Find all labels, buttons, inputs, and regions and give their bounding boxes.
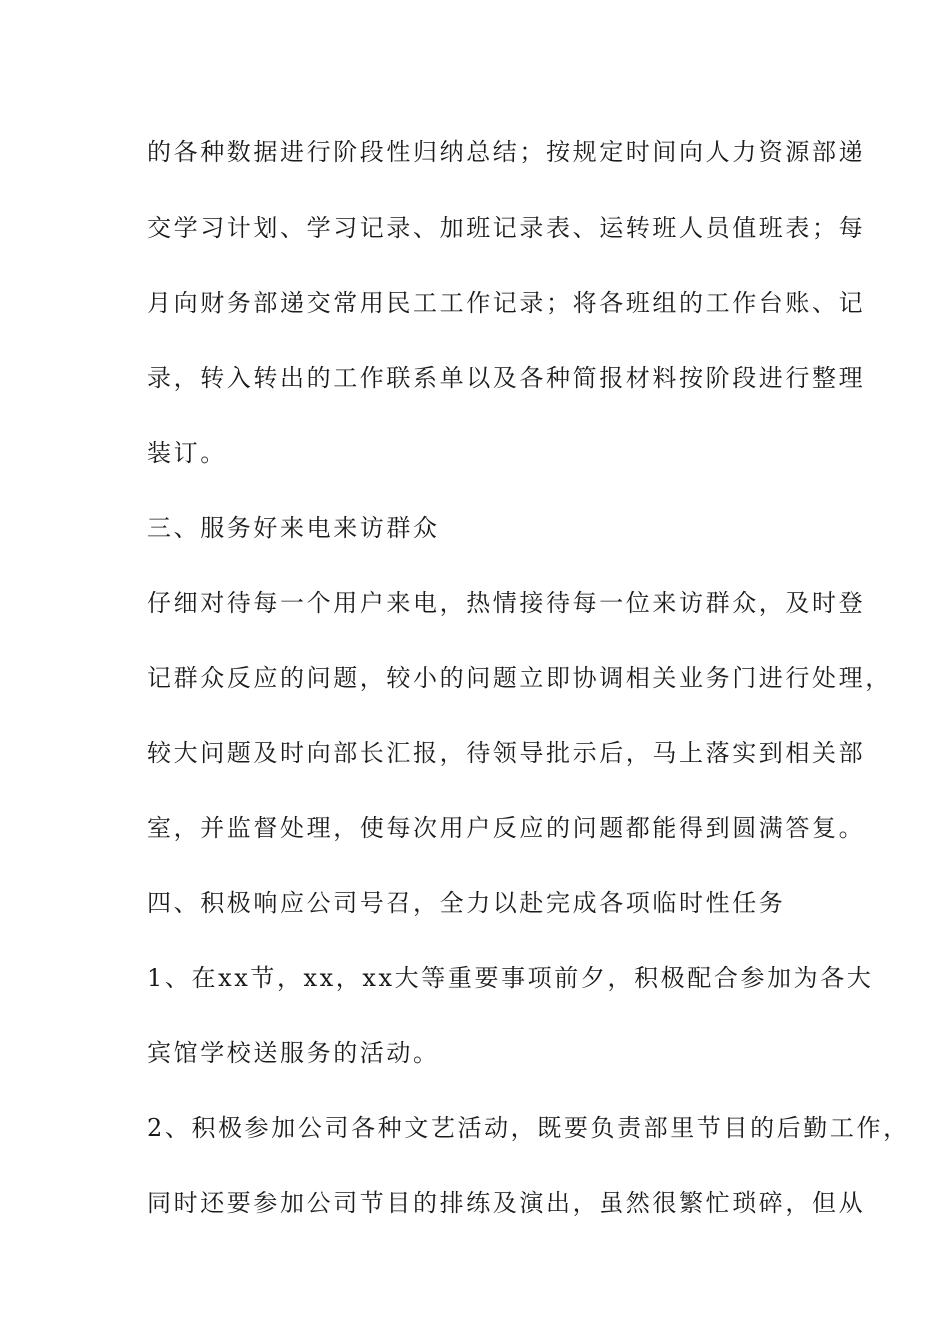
- text-line: 仔细对待每一个用户来电，热情接待每一位来访群众，及时登: [147, 589, 866, 617]
- text-line: 室，并监督处理，使每次用户反应的问题都能得到圆满答复。: [147, 814, 866, 842]
- text-line: 宾馆学校送服务的活动。: [147, 1039, 440, 1067]
- section-heading: 四、积极响应公司号召，全力以赴完成各项临时性任务: [147, 889, 786, 917]
- list-item: 1、在xx节，xx，xx大等重要事项前夕，积极配合参加为各大: [147, 964, 874, 992]
- text-line: 同时还要参加公司节目的排练及演出，虽然很繁忙琐碎，但从: [147, 1189, 866, 1217]
- text-line: 装订。: [147, 439, 227, 467]
- list-item: 2、积极参加公司各种文艺活动，既要负责部里节目的后勤工作，: [147, 1114, 910, 1142]
- text-line: 记群众反应的问题，较小的问题立即协调相关业务门进行处理，: [147, 664, 892, 692]
- text-line: 的各种数据进行阶段性归纳总结；按规定时间向人力资源部递: [147, 138, 866, 166]
- text-line: 月向财务部递交常用民工工作记录；将各班组的工作台账、记: [147, 289, 866, 317]
- text-line: 交学习计划、学习记录、加班记录表、运转班人员值班表；每: [147, 214, 866, 242]
- text-line: 较大问题及时向部长汇报，待领导批示后，马上落实到相关部: [147, 739, 866, 767]
- text-line: 录，转入转出的工作联系单以及各种简报材料按阶段进行整理: [147, 364, 866, 392]
- section-heading: 三、服务好来电来访群众: [147, 514, 440, 542]
